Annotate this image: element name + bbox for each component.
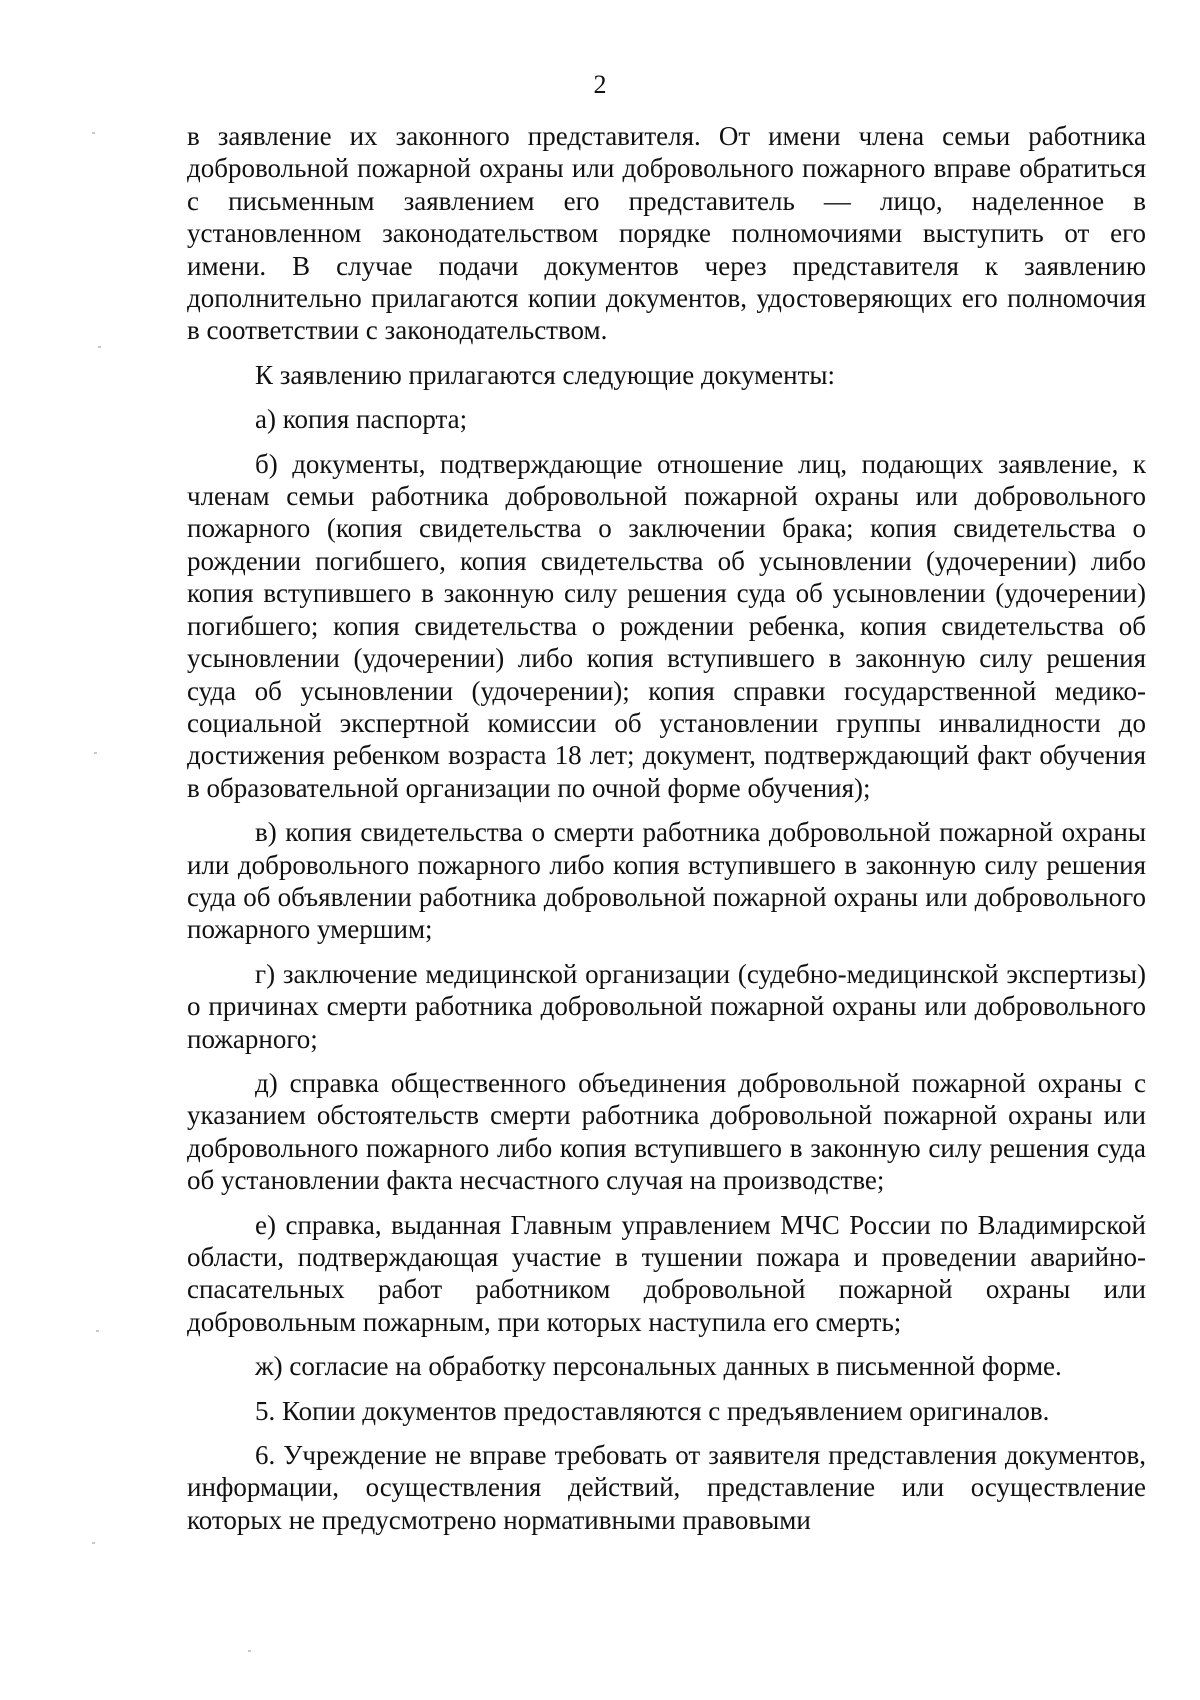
paragraph-representative: в заявление их законного представителя. От имени члена семьи работника добровольной пожарной охраны или добровольного пожарного вправе обратиться с письменным заявлением его представитель — лицо, наделенное в установленном законодательством порядке полномочиями выступить от его имени. В случае подачи документов через представителя к заявлению дополнительно прилагаются копии документов, удостоверяющих его полномочия в соответствии с законодательством. [187, 121, 1146, 346]
list-item-a-passport: а) копия паспорта; [255, 404, 468, 435]
list-item-d-association-certificate: д) справка общественного объединения добровольной пожарной охраны с указанием обстоятельств смерти работника добровольной пожарной охраны или добровольного пожарного либо копия вступившего в законную силу решения суда об установлении факта несчастного случая на производстве; [187, 1067, 1146, 1196]
scan-artifact [96, 1330, 99, 1332]
list-item-e-emergency-ministry-certificate: е) справка, выданная Главным управлением МЧС России по Владимирской области, подтверждающая участие в тушении пожара и проведении аварийно-спасательных работ работником добровольной пожарной охраны или добровольным пожарным, при которых наступила его смерть; [187, 1209, 1146, 1337]
paragraph-attachments-intro: К заявлению прилагаются следующие документы: [255, 359, 836, 390]
list-item-b-relationship-documents: б) документы, подтверждающие отношение лиц, подающих заявление, к членам семьи работника добровольной пожарной охраны или добровольного пожарного (копия свидетельства о заключении брака; копия свидетельства о рождении погибшего, копия свидетельства об усыновлении (удочерении) либо копия вступившего в законную силу решения суда об усыновлении (удочерении) погибшего; копия свидетельства о рождении ребенка, копия свидетельства об усыновлении (удочерении) либо копия вступившего в законную силу решения суда об усыновлении (удочерении); копия справки государственной медико-социальной экспертной комиссии об установлении группы инвалидности до достижения ребенком возраста 18 лет; документ, подтверждающий факт обучения в образовательной организации по очной форме обучения); [187, 448, 1146, 803]
scan-artifact [94, 752, 97, 754]
list-item-zh-personal-data-consent: ж) согласие на обработку персональных данных в письменной форме. [255, 1351, 1062, 1382]
scan-artifact [248, 1650, 251, 1652]
clause-5-copies: 5. Копии документов предоставляются с предъявлением оригиналов. [255, 1395, 1050, 1426]
clause-6-institution-restrictions: 6. Учреждение не вправе требовать от заявителя представления документов, информации, осуществления действий, представление или осуществление которых не предусмотрено нормативными правовыми [187, 1440, 1146, 1535]
page-number: 2 [593, 70, 607, 99]
document-body [187, 120, 1146, 1536]
list-item-v-death-certificate: в) копия свидетельства о смерти работника добровольной пожарной охраны или добровольного пожарного либо копия вступившего в законную силу решения суда об объявлении работника добровольной пожарной охраны или добровольного пожарного умершим; [187, 817, 1146, 945]
scan-artifact [92, 1542, 95, 1544]
scan-artifact [92, 132, 95, 134]
scan-artifact [98, 346, 101, 348]
list-item-g-medical-conclusion: г) заключение медицинской организации (судебно-медицинской экспертизы) о причинах смерти работника добровольной пожарной охраны или добровольного пожарного; [187, 958, 1146, 1054]
